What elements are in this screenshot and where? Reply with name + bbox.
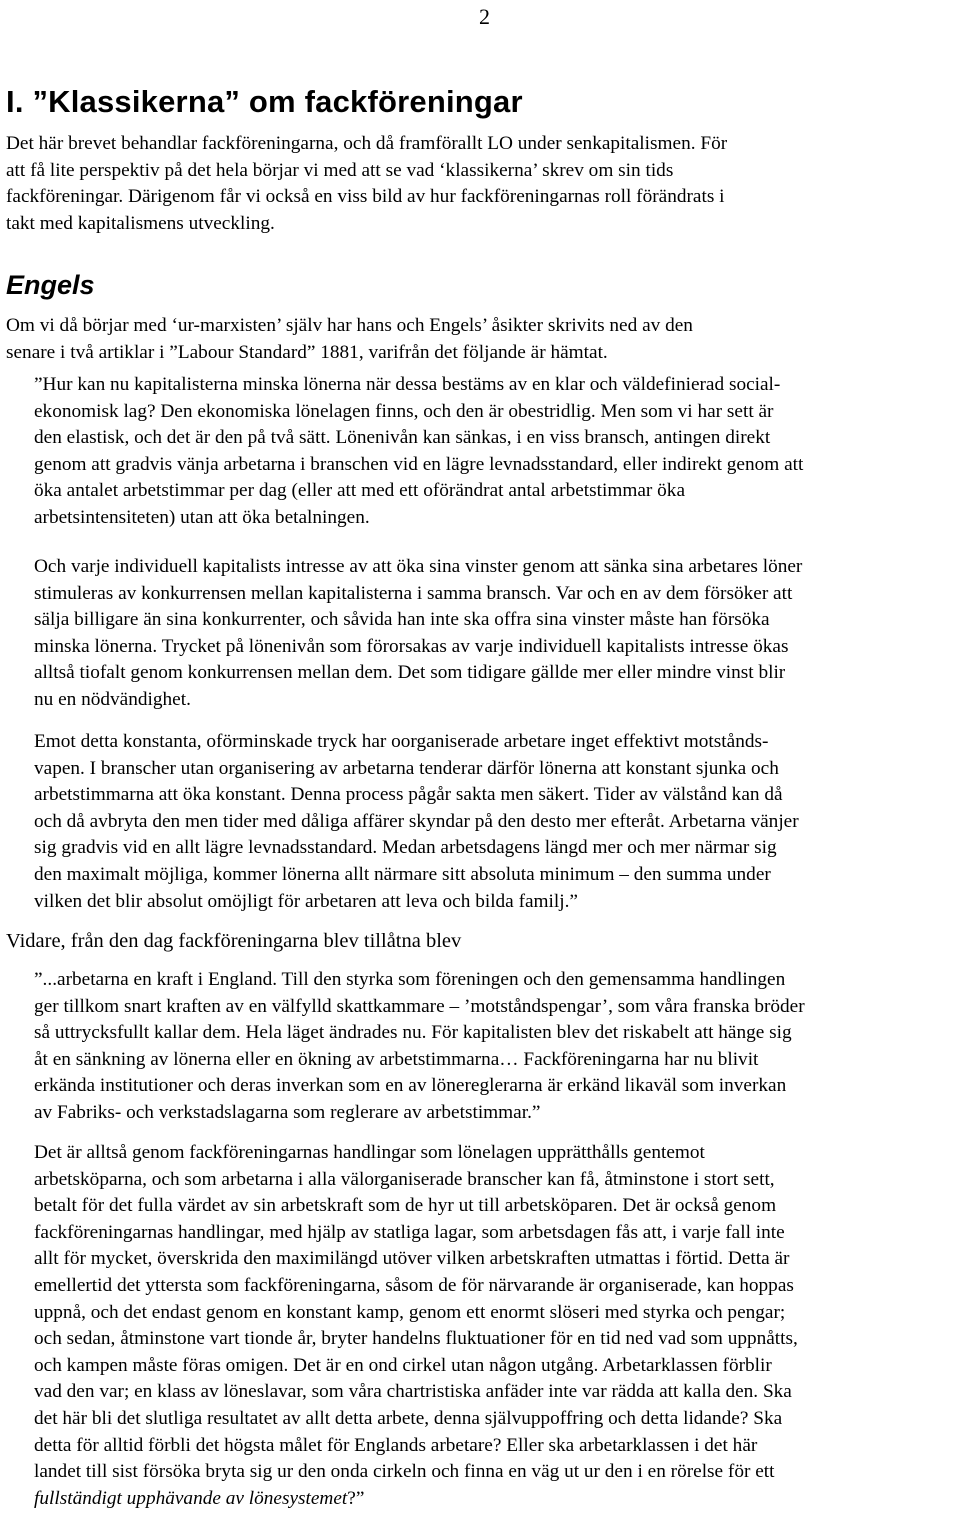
text-line: minska lönerna. Trycket på lönenivån som förorsakas av varje individuell kapitalists intresse ökas <box>34 635 789 657</box>
text-line: Det här brevet behandlar fackföreningarna, och då framförallt LO under senkapitalismen. För <box>6 133 728 154</box>
text-line: Om vi då börjar med ‘ur-marxisten’ själv har hans och Engels’ åsikter skrivits ned av den <box>6 315 693 336</box>
text-line: arbetsköparna, och som arbetarna i alla välorganiserade branscher kan få, åtminstone i stort sett, <box>34 1168 775 1190</box>
text-line: uppnå, och det endast genom en konstant kamp, genom ett enormt slöseri med styrka och pengar; <box>34 1301 786 1323</box>
quote-paragraph-3 <box>34 729 799 915</box>
text-line: det här bli det slutliga resultatet av allt detta arbete, denna självuppoffring och detta lidande? Ska <box>34 1407 783 1429</box>
text-line: Det är alltså genom fackföreningarnas handlingar som lönelagen upprätthålls gentemot <box>34 1142 705 1163</box>
text-line: att få lite perspektiv på det hela börjar vi med att se vad ‘klassikerna’ skrev om sin tids <box>6 159 674 181</box>
text-line: öka antalet arbetstimmar per dag (eller att med ett oförändrat antal arbetstimmar öka <box>34 480 685 502</box>
text-line: ”Hur kan nu kapitalisterna minska lönerna när dessa bestäms av en klar och väldefinierad social- <box>34 374 781 395</box>
closing-quote: ?” <box>347 1487 365 1509</box>
text-line: av Fabriks- och verkstadslagarna som reglerare av arbetstimmar.” <box>34 1101 541 1123</box>
section-heading: I. ”Klassikerna” om fackföreningar <box>6 84 523 119</box>
text-line: takt med kapitalismens utveckling. <box>6 212 275 234</box>
text-line: vad den var; en klass av löneslavar, som våra chartristiska anfäder inte var rädda att kalla den. Ska <box>34 1381 792 1403</box>
text-line: åt en sänkning av lönerna eller en ökning av arbetstimmarna… Fackföreningarna har nu blivit <box>34 1048 759 1070</box>
quote-paragraph-2 <box>34 554 802 714</box>
intro-paragraph <box>6 131 727 237</box>
quote-paragraph-4 <box>34 967 805 1127</box>
text-line: ”...arbetarna en kraft i England. Till den styrka som föreningen och den gemensamma handlingen <box>34 969 786 990</box>
text-line: sig gradvis vid en allt lägre levnadsstandard. Medan arbetsdagens längd mer och mer närmar sig <box>34 837 777 859</box>
text-line: ger tillkom snart kraften av en välfylld skattkammare – ’motståndspengar’, som våra franska bröder <box>34 995 805 1017</box>
text-line: sälja billigare än sina konkurrenter, och såvida han inte ska offra sina vinster måste han försöka <box>34 609 770 631</box>
text-line: arbetstimmarna att öka konstant. Denna process pågår sakta men säkert. Tider av välstånd kan då <box>34 784 783 806</box>
text-line: detta för alltid förbli det högsta målet för Englands arbetare? Eller ska arbetarklassen i det här <box>34 1434 758 1456</box>
text-line: Emot detta konstanta, oförminskade tryck har oorganiserade arbetare inget effektivt motstånds- <box>34 731 769 752</box>
text-line: Och varje individuell kapitalists intresse av att öka sina vinster genom att sänka sina arbetares löner <box>34 556 803 577</box>
text-line: allt för mycket, överskrida den maximilängd utöver vilken arbetskraften utmattas i förtid. Detta är <box>34 1248 790 1270</box>
text-line: arbetsintensiteten) utan att öka betalningen. <box>34 506 370 528</box>
text-line: senare i två artiklar i ”Labour Standard” 1881, varifrån det följande är hämtat. <box>6 341 608 363</box>
text-line: och kampen måste föras omigen. Det är en ond cirkel utan någon utgång. Arbetarklassen förblir <box>34 1354 772 1376</box>
subheading-engels: Engels <box>6 270 95 300</box>
text-line: den elastisk, och det är den på två sätt. Lönenivån kan sänkas, i en viss bransch, antingen direkt <box>34 427 771 449</box>
transition-paragraph <box>6 928 461 955</box>
text-line: fackföreningar. Därigenom får vi också en viss bild av hur fackföreningarnas roll förändrats i <box>6 186 725 208</box>
text-line: vapen. I branscher utan organisering av arbetarna tenderar därför lönerna att konstant sjunka och <box>34 757 779 779</box>
text-line: nu en nödvändighet. <box>34 688 191 710</box>
italic-phrase: fullständigt upphävande av lönesystemet <box>34 1487 348 1509</box>
text-line: ekonomisk lag? Den ekonomiska lönelagen finns, och den är obestridlig. Men som vi har sett är <box>34 400 774 422</box>
engels-intro-paragraph <box>6 313 693 366</box>
text-line: och sedan, åtminstone vart tionde år, bryter handelns fluktuationer för en tid ned vad som uppnåtts, <box>34 1328 798 1350</box>
text-line: vilken det blir absolut omöjligt för arbetaren att leva och bilda familj.” <box>34 890 578 912</box>
page-number: 2 <box>479 4 490 29</box>
text-line: den maximalt möjliga, kommer lönerna allt närmare sitt absoluta minimum – den summa under <box>34 863 771 885</box>
text-line: fackföreningarnas handlingar, med hjälp av statliga lagar, som arbetsdagen fås att, i varje fall inte <box>34 1221 785 1243</box>
text-line: stimuleras av konkurrensen mellan kapitalisterna i samma bransch. Var och en av dem försöker att <box>34 582 793 604</box>
text-line: så uttrycksfullt kallar dem. Hela läget ändrades nu. För kapitalisten blev det riskabelt att hänge sig <box>34 1022 792 1044</box>
text-line: landet till sist försöka bryta sig ur den onda cirkeln och finna en väg ut ur den i en rörelse för ett <box>34 1461 775 1483</box>
quote-paragraph-1 <box>34 372 803 532</box>
text-line: betalt för det fulla värdet av sin arbetskraft som de hyr ut till arbetsköparen. Det är också genom <box>34 1195 777 1217</box>
text-line-last <box>34 1486 798 1513</box>
text-line: emellertid det yttersta som fackföreningarna, såsom de för närvarande är organiserade, kan hoppas <box>34 1274 794 1296</box>
text-line: alltså tiofalt genom konkurrensen mellan dem. Det som tidigare gällde mer eller mindre vinst blir <box>34 662 786 684</box>
quote-paragraph-5 <box>34 1140 798 1512</box>
text-line: genom att gradvis vänja arbetarna i branschen vid en lägre levnadsstandard, eller indirekt genom att <box>34 453 804 475</box>
text-line: Vidare, från den dag fackföreningarna blev tillåtna blev <box>6 930 462 952</box>
text-line: och då avbryta den men tider med dåliga affärer skyndar på den desto mer efteråt. Arbetarna vänjer <box>34 810 799 832</box>
text-line: erkända institutioner och deras inverkan som en av lönereglerarna är erkänd likaväl som inverkan <box>34 1075 787 1097</box>
